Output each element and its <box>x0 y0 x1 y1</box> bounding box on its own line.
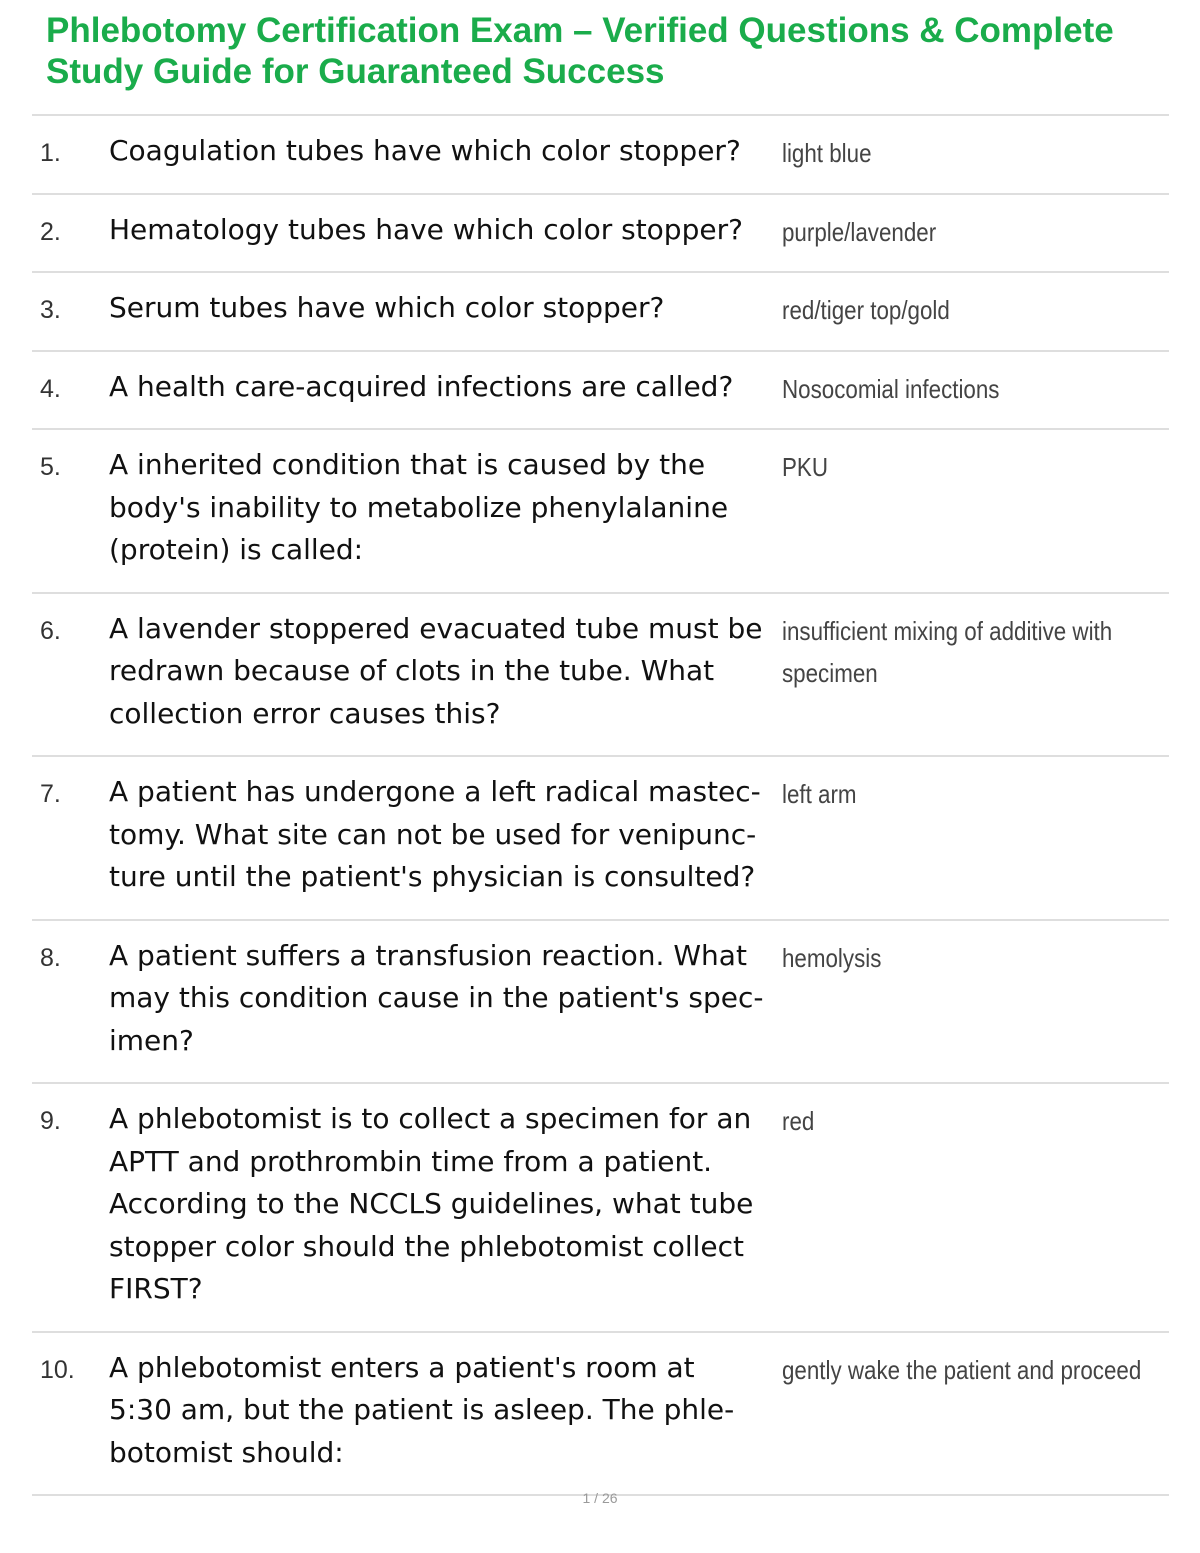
question-number: 6. <box>40 616 61 645</box>
question-text: A phlebotomist enters a patient's room at 5:30 am, but the patient is asleep. The phle- botomist should: <box>109 1350 735 1469</box>
question-number: 8. <box>40 943 61 972</box>
question-item-1 <box>32 116 1169 195</box>
question-item-10 <box>32 1333 1169 1497</box>
answer-text: left arm <box>782 779 857 809</box>
question-text: A health care-acquired infections are called? <box>109 369 734 403</box>
question-item-8 <box>32 921 1169 1085</box>
question-item-3 <box>32 273 1169 352</box>
question-number: 9. <box>40 1107 61 1135</box>
question-item-4 <box>32 352 1169 431</box>
answer-text: red/tiger top/gold <box>782 295 950 325</box>
answer-text: red <box>782 1106 815 1136</box>
answer-text: Nosocomial infections <box>782 373 1000 404</box>
question-item-7 <box>32 757 1169 921</box>
document-title: Phlebotomy Certification Exam – Verified Questions & Complete Study Guide for Guaranteed Success <box>46 11 1114 91</box>
question-number: 7. <box>40 780 61 808</box>
question-text: A patient has undergone a left radical mastec- tomy. What site can not be used for venipunc- ture until the patient's physician is consulted? <box>109 775 761 893</box>
answer-text: light blue <box>782 138 872 168</box>
question-number: 4. <box>40 374 61 403</box>
question-text: A phlebotomist is to collect a specimen for an APTT and prothrombin time from a patient. According to the NCCLS guidelines, what tube stopper color should the phlebotomist collect FIRST? <box>109 1102 754 1305</box>
question-number: 3. <box>40 296 61 324</box>
answer-text: insufficient mixing of additive with specimen <box>782 615 1113 688</box>
question-item-2 <box>32 195 1169 274</box>
question-item-5 <box>32 430 1169 594</box>
question-text: Hematology tubes have which color stopper? <box>109 212 743 246</box>
answer-text: PKU <box>782 452 828 482</box>
question-text: A lavender stoppered evacuated tube must be redrawn because of clots in the tube. What collection error causes this? <box>109 611 763 730</box>
question-number: 2. <box>40 217 61 246</box>
question-item-9 <box>32 1084 1169 1333</box>
question-text: Coagulation tubes have which color stopper? <box>109 134 741 167</box>
answer-text: gently wake the patient and proceed <box>782 1354 1142 1385</box>
question-item-6 <box>32 594 1169 758</box>
page-indicator: 1 / 26 <box>582 1490 618 1506</box>
question-number: 5. <box>40 453 61 481</box>
question-text: A patient suffers a transfusion reaction. What may this condition cause in the patient's spec- imen? <box>109 938 764 1057</box>
answer-text: hemolysis <box>782 942 882 973</box>
question-number: 1. <box>40 139 61 167</box>
answer-text: purple/lavender <box>782 216 937 247</box>
question-text: A inherited condition that is caused by the body's inability to metabolize phenylalanine (protein) is called: <box>109 448 729 566</box>
question-text: Serum tubes have which color stopper? <box>109 291 665 324</box>
question-number: 10. <box>40 1355 75 1384</box>
question-list <box>32 114 1169 1496</box>
